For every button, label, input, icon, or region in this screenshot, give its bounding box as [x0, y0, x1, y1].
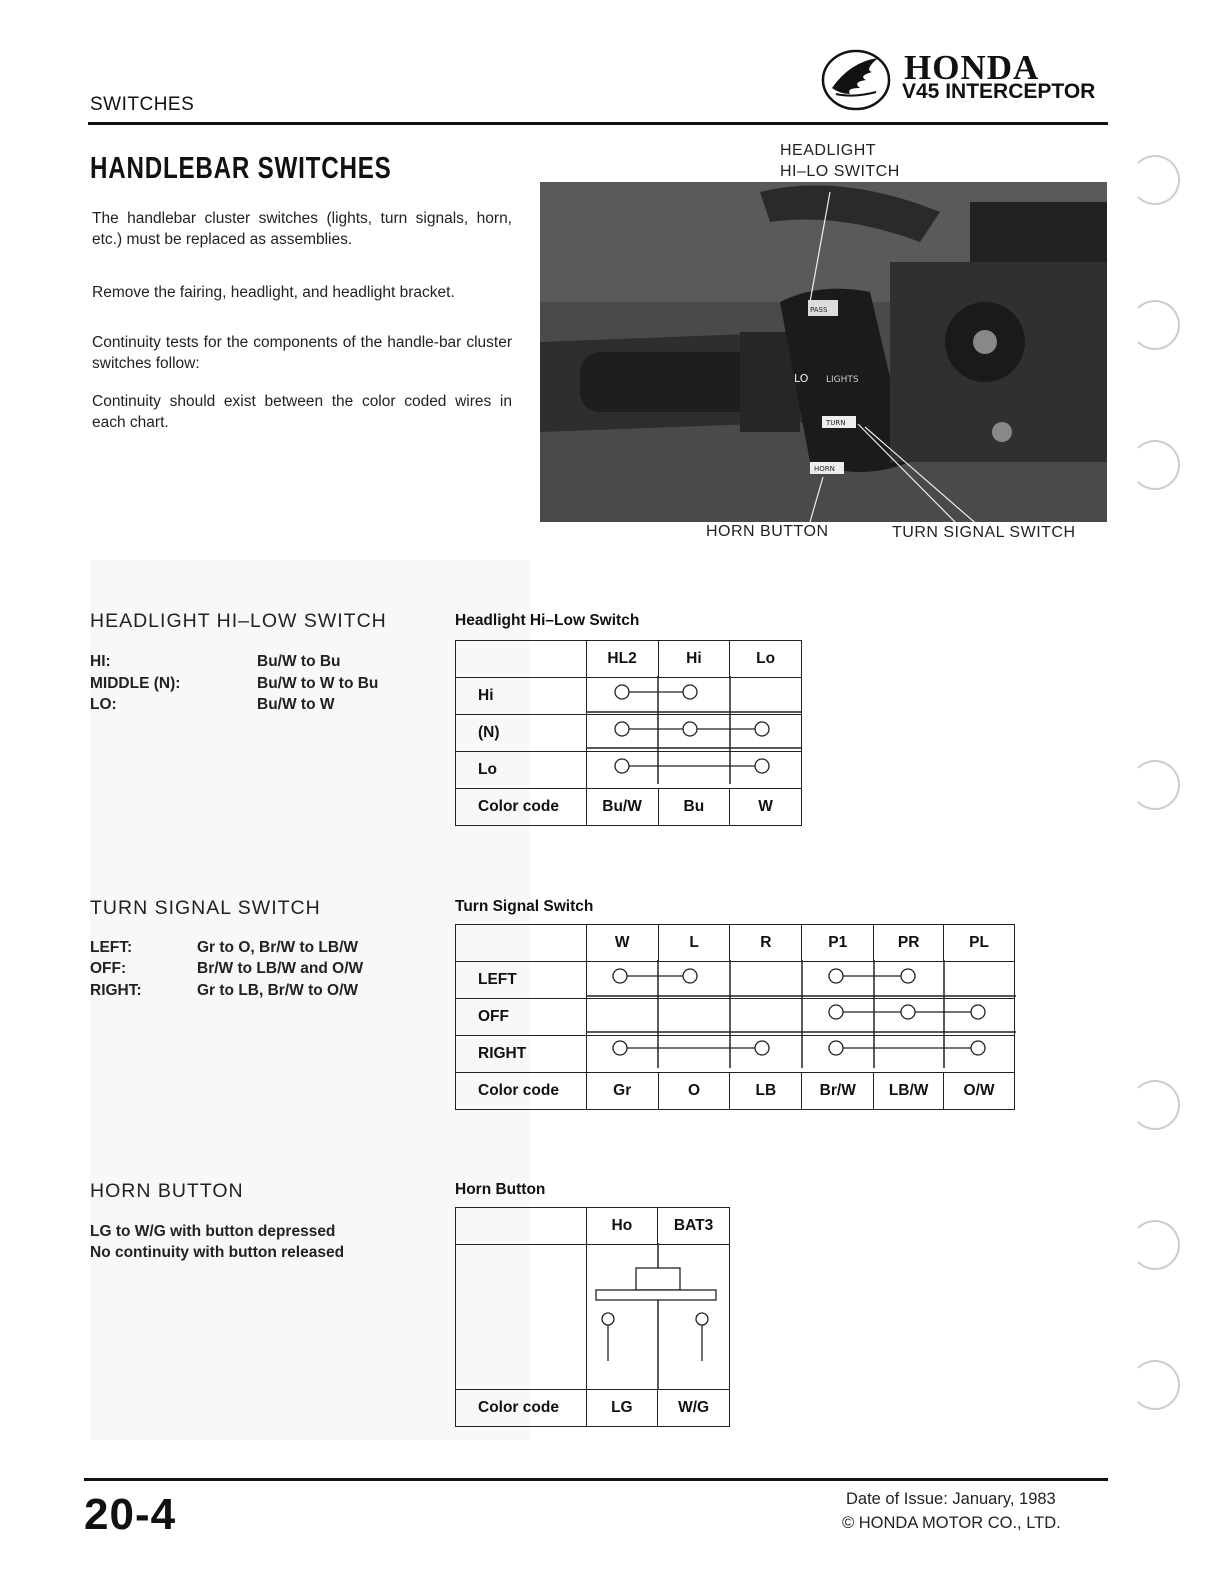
color-code: O	[658, 1073, 730, 1110]
svg-text:TURN: TURN	[826, 419, 846, 427]
intro-paragraph: Remove the fairing, headlight, and headlight bracket.	[92, 284, 455, 301]
row-label: LEFT	[456, 962, 587, 999]
horn-spec: No continuity with button released	[90, 1244, 345, 1261]
turn-spec-value: Gr to LB, Br/W to O/W	[197, 982, 359, 999]
continuity-dot	[755, 1041, 769, 1055]
headlight-heading: HEADLIGHT HI–LOW SWITCH	[90, 610, 387, 632]
color-code: W	[730, 789, 802, 826]
column-header: L	[658, 925, 730, 962]
color-code-label: Color code	[456, 1390, 587, 1427]
headlight-spec-pos: MIDDLE (N):	[90, 675, 181, 692]
callout-turn-signal: TURN SIGNAL SWITCH	[892, 524, 1076, 541]
continuity-dot	[613, 1041, 627, 1055]
continuity-dot	[613, 969, 627, 983]
color-code: Bu	[658, 789, 730, 826]
brand-name: HONDA	[904, 48, 1040, 87]
page-title: HANDLEBAR SWITCHES	[90, 150, 392, 185]
corner-cell	[456, 925, 587, 962]
continuity-dot	[971, 1041, 985, 1055]
column-header: Lo	[730, 641, 802, 678]
continuity-dot	[615, 685, 629, 699]
continuity-dot	[829, 969, 843, 983]
color-code-label: Color code	[456, 789, 587, 826]
color-code: LG	[586, 1390, 658, 1427]
binder-hole	[1130, 1360, 1180, 1410]
row-label: Hi	[456, 678, 587, 715]
header-rule	[88, 122, 1108, 125]
intro-paragraph: Continuity tests for the components of the handle-bar cluster switches follow:	[92, 334, 512, 372]
intro-paragraph: The handlebar cluster switches (lights, turn signals, horn, etc.) must be replaced as assemblies.	[92, 210, 512, 248]
handlebar-switch-illustration	[540, 182, 1107, 522]
corner-cell	[456, 1208, 587, 1245]
turn-spec-pos: OFF:	[90, 960, 127, 977]
model-name: V45 INTERCEPTOR	[902, 80, 1096, 103]
turn-heading: TURN SIGNAL SWITCH	[90, 897, 321, 919]
color-code: LB/W	[874, 1073, 944, 1110]
binder-hole	[1130, 155, 1180, 205]
wing-emblem-icon	[820, 48, 896, 112]
corner-cell	[456, 641, 587, 678]
headlight-continuity-marks	[586, 676, 802, 784]
binder-hole	[1130, 1080, 1180, 1130]
continuity-dot	[901, 969, 915, 983]
turn-spec-pos: LEFT:	[90, 939, 133, 956]
horn-chart-title: Horn Button	[455, 1181, 546, 1198]
column-header: Ho	[586, 1208, 658, 1245]
binder-hole	[1130, 1220, 1180, 1270]
svg-text:HORN: HORN	[814, 465, 835, 473]
section-label: SWITCHES	[90, 94, 195, 115]
copyright: © HONDA MOTOR CO., LTD.	[842, 1514, 1061, 1532]
svg-text:PASS: PASS	[810, 306, 828, 314]
issue-date: Date of Issue: January, 1983	[846, 1490, 1056, 1508]
column-header: Hi	[658, 641, 730, 678]
empty-row-label	[456, 1245, 587, 1390]
contact-terminal	[602, 1313, 614, 1325]
row-label: (N)	[456, 715, 587, 752]
svg-text:LO: LO	[794, 372, 809, 385]
column-header: BAT3	[658, 1208, 730, 1245]
color-code: Br/W	[802, 1073, 874, 1110]
horn-heading: HORN BUTTON	[90, 1180, 244, 1202]
column-header: PR	[874, 925, 944, 962]
headlight-spec-value: Bu/W to W	[257, 696, 335, 713]
continuity-dot	[829, 1005, 843, 1019]
turn-chart-title: Turn Signal Switch	[455, 898, 594, 915]
binder-hole	[1130, 760, 1180, 810]
binder-hole	[1130, 300, 1180, 350]
turn-spec-pos: RIGHT:	[90, 982, 142, 999]
contact-terminal	[696, 1313, 708, 1325]
continuity-dot	[683, 722, 697, 736]
color-code-label: Color code	[456, 1073, 587, 1110]
headlight-spec-value: Bu/W to W to Bu	[257, 675, 379, 692]
continuity-dot	[615, 722, 629, 736]
page-number: 20-4	[84, 1490, 177, 1539]
color-code: Gr	[586, 1073, 658, 1110]
footer-rule	[84, 1478, 1108, 1481]
column-header: PL	[944, 925, 1015, 962]
continuity-dot	[615, 759, 629, 773]
horn-button-symbol	[586, 1243, 730, 1389]
column-header: P1	[802, 925, 874, 962]
continuity-dot	[755, 759, 769, 773]
row-label: OFF	[456, 999, 587, 1036]
column-header: W	[586, 925, 658, 962]
continuity-dot	[683, 685, 697, 699]
callout-headlight-line1: HEADLIGHT	[780, 142, 877, 159]
intro-paragraph: Continuity should exist between the color coded wires in each chart.	[92, 393, 512, 431]
color-code: W/G	[658, 1390, 730, 1427]
callout-headlight-line2: HI–LO SWITCH	[780, 163, 900, 180]
headlight-spec-pos: LO:	[90, 696, 117, 713]
color-code: Bu/W	[586, 789, 658, 826]
honda-logo	[820, 46, 1110, 118]
continuity-dot	[901, 1005, 915, 1019]
svg-text:LIGHTS: LIGHTS	[826, 375, 859, 385]
turn-spec-value: Gr to O, Br/W to LB/W	[197, 939, 359, 956]
headlight-spec-value: Bu/W to Bu	[257, 653, 341, 670]
row-label: Lo	[456, 752, 587, 789]
handlebar-photo	[540, 182, 1107, 522]
turn-spec-value: Br/W to LB/W and O/W	[197, 960, 364, 977]
callout-horn-button: HORN BUTTON	[706, 523, 829, 540]
continuity-dot	[683, 969, 697, 983]
color-code: LB	[730, 1073, 802, 1110]
color-code: O/W	[944, 1073, 1015, 1110]
headlight-chart-title: Headlight Hi–Low Switch	[455, 612, 640, 629]
continuity-dot	[829, 1041, 843, 1055]
continuity-dot	[755, 722, 769, 736]
headlight-spec-pos: HI:	[90, 653, 111, 670]
column-header: HL2	[586, 641, 658, 678]
turn-continuity-marks	[586, 960, 1016, 1068]
horn-spec: LG to W/G with button depressed	[90, 1223, 336, 1240]
binder-hole	[1130, 440, 1180, 490]
continuity-dot	[971, 1005, 985, 1019]
row-label: RIGHT	[456, 1036, 587, 1073]
column-header: R	[730, 925, 802, 962]
